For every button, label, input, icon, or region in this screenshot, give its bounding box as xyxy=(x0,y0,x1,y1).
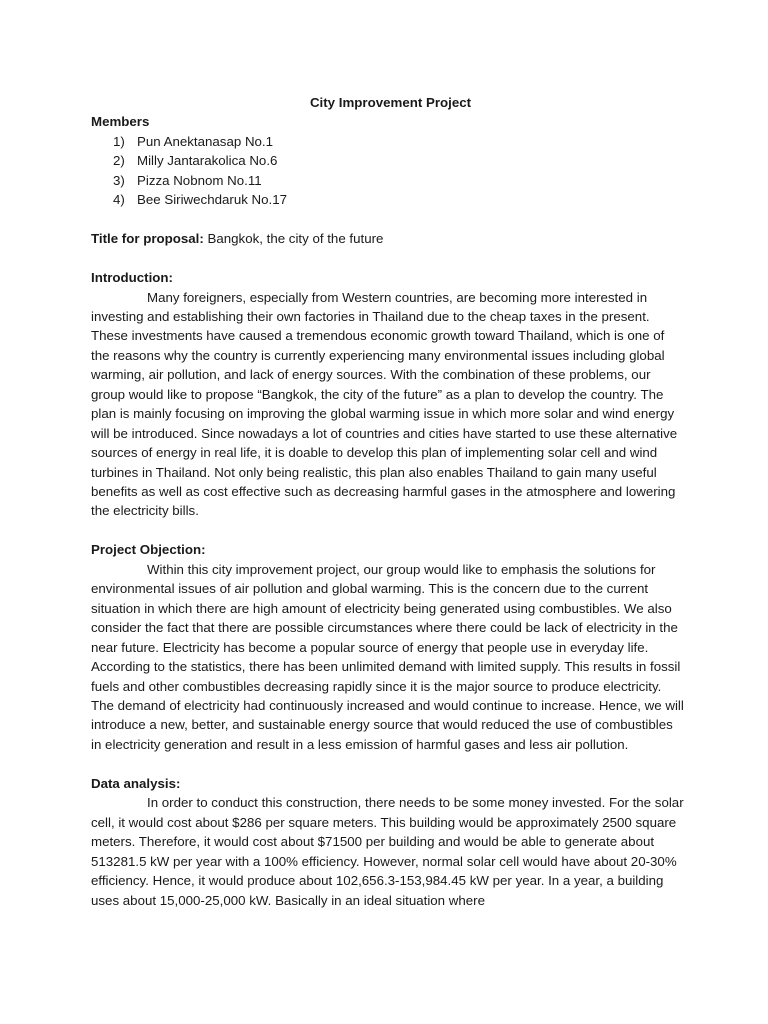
paragraph-line: would reduced the use of combustibles in electricity generation and result in a less emission of xyxy=(91,717,673,752)
member-item xyxy=(91,151,686,170)
member-number: 4) xyxy=(113,192,125,208)
paragraph-line: have about 20-30% efficiency. Hence, it would produce about 102,656.3-153,984.45 kW per xyxy=(91,853,677,889)
proposal-label: Title for proposal: xyxy=(91,231,204,247)
document-title: City Improvement Project xyxy=(309,95,472,110)
paragraph-line: These investments have caused a tremendous economic growth toward Thailand, which is one xyxy=(91,328,650,344)
member-name: Milly Jantarakolica No.6 xyxy=(137,153,278,169)
paragraph-line: enables Thailand to gain many useful benefits as well as cost effective such as decreasing xyxy=(91,464,657,500)
data-analysis-heading: Data analysis: xyxy=(91,775,181,791)
paragraph-line: the country. The plan is mainly focusing on improving the global warming issue in which more xyxy=(91,386,664,422)
paragraph-line: electricity in the near future. Electricity has become a popular source of energy that people use xyxy=(91,620,678,655)
paragraph-line: continue to increase. Hence, we will introduce a new, better, and sustainable energy source that xyxy=(91,698,684,733)
introduction-paragraph xyxy=(91,288,686,521)
paragraph-line: in everyday life. According to the statistics, there has been unlimited demand with limited xyxy=(91,639,649,675)
member-item xyxy=(91,171,686,190)
members-heading: Members xyxy=(91,114,150,130)
paragraph-line: Within this city improvement project, our group would like to emphasis the solutions for xyxy=(147,561,656,577)
paragraph-line: solar and wind energy will be introduced. Since nowadays a lot of countries and cities have xyxy=(91,406,675,441)
member-name: Bee Siriwechdaruk No.17 xyxy=(137,192,288,208)
paragraph-line: problems, our group would like to propose “Bangkok, the city of the future” as a plan to develop xyxy=(91,367,651,402)
paragraph-line: environmental issues of air pollution and global warming. This is the concern due to the current xyxy=(91,581,649,597)
member-item xyxy=(91,132,686,151)
paragraph-line: Many foreigners, especially from Western countries, are becoming more interested in xyxy=(147,289,648,305)
introduction-heading: Introduction: xyxy=(91,270,173,286)
proposal-value: Bangkok, the city of the future xyxy=(203,231,384,247)
member-number: 3) xyxy=(113,172,125,188)
paragraph-line: started to use these alternative sources of energy in real life, it is doable to develop this plan of xyxy=(91,425,678,461)
member-name: Pizza Nobnom No.11 xyxy=(137,172,262,188)
member-item xyxy=(91,190,686,209)
paragraph-line: source to produce electricity. The demand of electricity had continuously increased and would xyxy=(91,678,662,713)
paragraph-line: investing and establishing their own factories in Thailand due to the cheap taxes in the present. xyxy=(91,308,650,324)
paragraph-line: year. In a year, a building uses about 15,000-25,000 kW. Basically in an ideal situation where xyxy=(91,873,664,908)
members-list xyxy=(91,132,686,210)
paragraph-line: generate about 513281.5 kW per year with a 100% efficiency. However, normal solar cell would xyxy=(91,834,655,869)
paragraph-line: solar cell, it would cost about $286 per square meters. This building would be approximately xyxy=(91,795,684,830)
paragraph-line: implementing solar cell and wind turbines in Thailand. Not only being realistic, this plan also xyxy=(91,445,658,480)
member-number: 1) xyxy=(113,133,125,149)
paragraph-line: In order to conduct this construction, there needs to be some money invested. For the xyxy=(147,795,652,811)
paragraph-line: harmful gases in the atmosphere and lowering the electricity bills. xyxy=(91,484,676,519)
paragraph-line: harmful gases and less air pollution. xyxy=(416,736,629,752)
paragraph-line: also consider the fact that there are possible circumstances where there could be lack of xyxy=(91,600,672,636)
data-analysis-paragraph xyxy=(91,793,686,910)
objection-heading: Project Objection: xyxy=(91,542,206,558)
paragraph-line: 2500 square meters. Therefore, it would cost about $71500 per building and would be able to xyxy=(91,814,677,850)
paragraph-line: of the reasons why the country is currently experiencing many environmental issues including xyxy=(91,328,665,363)
paragraph-line: supply. This results in fossil fuels and other combustibles decreasing rapidly since it is the major xyxy=(91,659,681,694)
member-number: 2) xyxy=(113,153,125,169)
member-name: Pun Anektanasap No.1 xyxy=(137,133,274,149)
paragraph-line: situation in which there are high amount of electricity being generated using combustibles. We xyxy=(91,600,644,616)
objection-paragraph xyxy=(91,560,686,755)
proposal-line xyxy=(91,229,686,248)
paragraph-line: global warming, air pollution, and lack of energy sources. With the combination of these xyxy=(91,347,665,383)
